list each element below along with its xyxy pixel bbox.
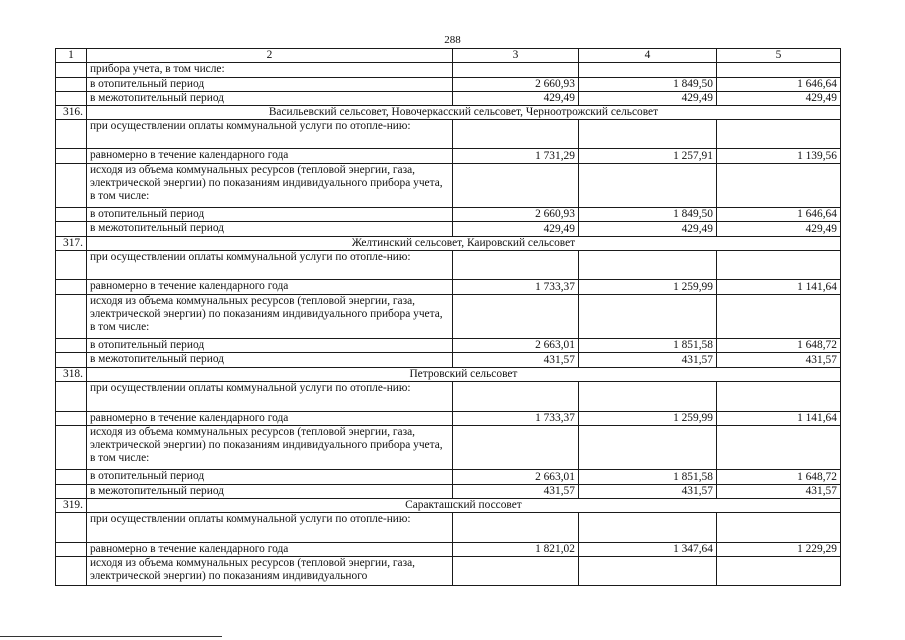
value-cell-col4: 1 849,50 (578, 208, 716, 222)
row-label-cell: в межотопительный период (86, 353, 452, 368)
section-header-row (56, 106, 841, 120)
empty-cell-col4 (578, 382, 716, 412)
value-cell-col5: 431,57 (716, 485, 840, 499)
value-cell-col3: 1 731,29 (452, 149, 578, 164)
header-cell-4: 4 (578, 49, 716, 63)
empty-cell-col3 (452, 251, 578, 280)
row-number-cell (56, 513, 87, 543)
value-row (56, 149, 841, 164)
row-number-cell (56, 92, 87, 106)
row-label-cell: прибора учета, в том числе: (86, 63, 452, 78)
row-label-cell: при осуществлении оплаты коммунальной услуги по отопле-нию: (86, 382, 452, 412)
section-title-cell: Васильевский сельсовет, Новочеркасский сельсовет, Черноотрожский сельсовет (86, 106, 840, 120)
section-header-row (56, 237, 841, 251)
row-number-cell (56, 280, 87, 295)
value-cell-col3: 431,57 (452, 485, 578, 499)
header-cell-2: 2 (86, 49, 452, 63)
empty-cell-col5 (716, 120, 840, 149)
row-label-cell: равномерно в течение календарного года (86, 543, 452, 557)
footnote-divider (0, 636, 222, 637)
value-cell-col4: 431,57 (578, 485, 716, 499)
value-cell-col5: 431,57 (716, 353, 840, 368)
empty-cell-col4 (578, 164, 716, 208)
row-number-cell: 318. (56, 368, 87, 382)
description-row (56, 164, 841, 208)
empty-cell-col3 (452, 382, 578, 412)
value-row (56, 92, 841, 106)
row-label-cell: в межотопительный период (86, 222, 452, 237)
empty-cell-col3 (452, 426, 578, 470)
value-cell-col4: 1 849,50 (578, 78, 716, 92)
value-cell-col5: 429,49 (716, 222, 840, 237)
row-number-cell (56, 208, 87, 222)
value-cell-col5: 1 141,64 (716, 280, 840, 295)
empty-cell-col5 (716, 426, 840, 470)
row-label-cell: в отопительный период (86, 208, 452, 222)
value-cell-col4: 1 259,99 (578, 412, 716, 426)
row-label-cell: исходя из объема коммунальных ресурсов (тепловой энергии, газа, электрической энергии) по показаниям индивидуального прибора учета, в том числе: (86, 295, 452, 339)
row-label-cell: при осуществлении оплаты коммунальной услуги по отопле-нию: (86, 120, 452, 149)
value-row (56, 339, 841, 353)
description-row (56, 557, 841, 586)
value-row (56, 222, 841, 237)
description-row (56, 63, 841, 78)
row-number-cell (56, 164, 87, 208)
row-number-cell (56, 339, 87, 353)
empty-cell-col4 (578, 513, 716, 543)
description-row (56, 251, 841, 280)
row-label-cell: при осуществлении оплаты коммунальной услуги по отопле-нию: (86, 251, 452, 280)
row-number-cell (56, 78, 87, 92)
row-label-cell: в межотопительный период (86, 485, 452, 499)
table-body (56, 49, 841, 586)
value-cell-col4: 1 851,58 (578, 339, 716, 353)
row-label-cell: в отопительный период (86, 78, 452, 92)
header-row (56, 49, 841, 63)
row-number-cell (56, 485, 87, 499)
value-cell-col4: 1 851,58 (578, 470, 716, 485)
section-title-cell: Саракташский поссовет (86, 499, 840, 513)
empty-cell-col3 (452, 120, 578, 149)
row-label-cell: исходя из объема коммунальных ресурсов (тепловой энергии, газа, электрической энергии) по показаниям индивидуального прибора учета, в том числе: (86, 426, 452, 470)
value-cell-col5: 1 141,64 (716, 412, 840, 426)
empty-cell-col3 (452, 513, 578, 543)
empty-cell-col5 (716, 513, 840, 543)
row-label-cell: в межотопительный период (86, 92, 452, 106)
value-row (56, 485, 841, 499)
value-cell-col3: 2 663,01 (452, 339, 578, 353)
header-cell-5: 5 (716, 49, 840, 63)
value-cell-col5: 1 648,72 (716, 339, 840, 353)
value-cell-col4: 1 257,91 (578, 149, 716, 164)
tariff-table (55, 48, 841, 586)
value-cell-col3: 1 821,02 (452, 543, 578, 557)
value-cell-col3: 431,57 (452, 353, 578, 368)
empty-cell-col3 (452, 557, 578, 586)
value-cell-col4: 429,49 (578, 92, 716, 106)
empty-cell-col4 (578, 426, 716, 470)
row-label-cell: равномерно в течение календарного года (86, 149, 452, 164)
description-row (56, 426, 841, 470)
header-cell-1: 1 (56, 49, 87, 63)
row-number-cell: 317. (56, 237, 87, 251)
empty-cell-col5 (716, 63, 840, 78)
empty-cell-col4 (578, 295, 716, 339)
empty-cell-col3 (452, 164, 578, 208)
row-number-cell (56, 251, 87, 280)
section-header-row (56, 499, 841, 513)
value-cell-col4: 429,49 (578, 222, 716, 237)
row-label-cell: в отопительный период (86, 470, 452, 485)
value-row (56, 208, 841, 222)
row-number-cell (56, 222, 87, 237)
row-number-cell: 316. (56, 106, 87, 120)
row-number-cell (56, 470, 87, 485)
value-cell-col3: 2 663,01 (452, 470, 578, 485)
value-cell-col5: 1 648,72 (716, 470, 840, 485)
value-row (56, 543, 841, 557)
empty-cell-col4 (578, 557, 716, 586)
row-number-cell (56, 382, 87, 412)
row-number-cell (56, 149, 87, 164)
row-label-cell: при осуществлении оплаты коммунальной услуги по отопле-нию: (86, 513, 452, 543)
description-row (56, 382, 841, 412)
value-cell-col5: 1 646,64 (716, 208, 840, 222)
page-number: 288 (444, 34, 461, 46)
empty-cell-col4 (578, 251, 716, 280)
row-number-cell (56, 543, 87, 557)
value-cell-col3: 2 660,93 (452, 78, 578, 92)
row-number-cell (56, 63, 87, 78)
row-label-cell: исходя из объема коммунальных ресурсов (тепловой энергии, газа, электрической энергии) по показаниям индивидуального прибора учета, в том числе: (86, 164, 452, 208)
value-row (56, 78, 841, 92)
value-cell-col4: 1 347,64 (578, 543, 716, 557)
empty-cell-col5 (716, 557, 840, 586)
value-cell-col4: 431,57 (578, 353, 716, 368)
value-row (56, 412, 841, 426)
row-number-cell (56, 412, 87, 426)
value-cell-col3: 429,49 (452, 222, 578, 237)
value-cell-col3: 2 660,93 (452, 208, 578, 222)
description-row (56, 295, 841, 339)
row-number-cell (56, 557, 87, 586)
value-row (56, 353, 841, 368)
row-label-cell: исходя из объема коммунальных ресурсов (тепловой энергии, газа, электрической энергии) по показаниям индивидуального (86, 557, 452, 586)
row-number-cell (56, 120, 87, 149)
row-label-cell: равномерно в течение календарного года (86, 280, 452, 295)
section-title-cell: Петровский сельсовет (86, 368, 840, 382)
section-title-cell: Желтинский сельсовет, Каировский сельсовет (86, 237, 840, 251)
empty-cell-col5 (716, 251, 840, 280)
description-row (56, 513, 841, 543)
empty-cell-col3 (452, 63, 578, 78)
row-number-cell (56, 353, 87, 368)
description-row (56, 120, 841, 149)
empty-cell-col4 (578, 63, 716, 78)
row-number-cell (56, 295, 87, 339)
section-header-row (56, 368, 841, 382)
empty-cell-col5 (716, 295, 840, 339)
empty-cell-col4 (578, 120, 716, 149)
value-cell-col5: 429,49 (716, 92, 840, 106)
value-cell-col5: 1 229,29 (716, 543, 840, 557)
value-cell-col3: 1 733,37 (452, 280, 578, 295)
row-number-cell: 319. (56, 499, 87, 513)
empty-cell-col5 (716, 382, 840, 412)
header-cell-3: 3 (452, 49, 578, 63)
value-row (56, 470, 841, 485)
empty-cell-col3 (452, 295, 578, 339)
value-cell-col3: 1 733,37 (452, 412, 578, 426)
value-row (56, 280, 841, 295)
value-cell-col3: 429,49 (452, 92, 578, 106)
value-cell-col5: 1 139,56 (716, 149, 840, 164)
value-cell-col4: 1 259,99 (578, 280, 716, 295)
empty-cell-col5 (716, 164, 840, 208)
value-cell-col5: 1 646,64 (716, 78, 840, 92)
row-label-cell: равномерно в течение календарного года (86, 412, 452, 426)
row-number-cell (56, 426, 87, 470)
row-label-cell: в отопительный период (86, 339, 452, 353)
